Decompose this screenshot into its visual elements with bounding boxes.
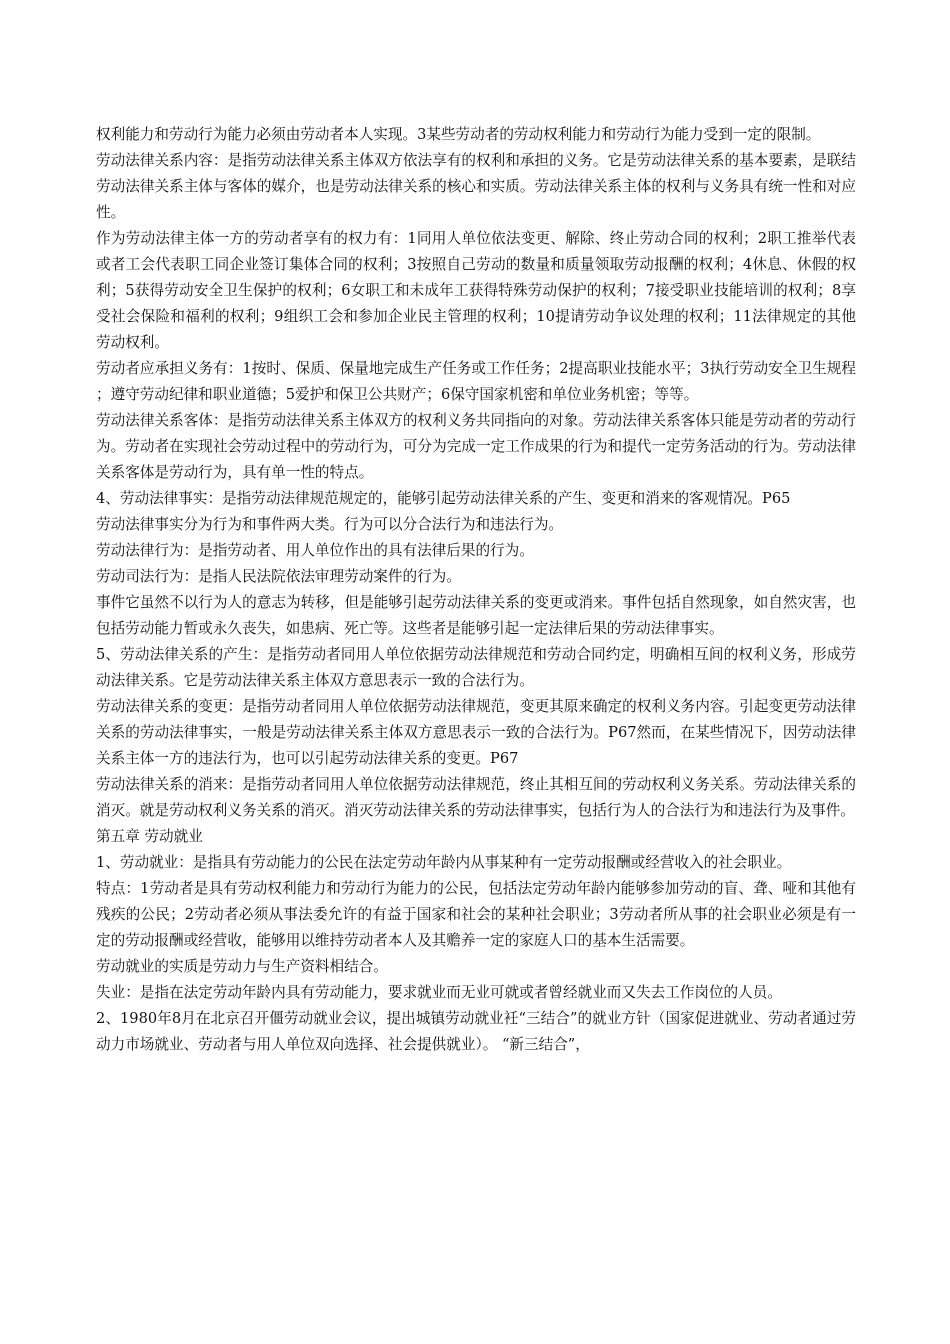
paragraph-events: 事件它虽然不以行为人的意志为转移，但是能够引起劳动法律关系的变更或消来。事件包括自然现象，如自然灾害，也包括劳动能力暂或永久丧失，如患病、死亡等。这些者是能够引起一定法律后果的劳动法律事实。 (96, 594, 856, 637)
paragraph-relation-content: 劳动法律关系内容：是指劳动法律关系主体双方依法享有的权利和承担的义务。它是劳动法律关系的基本要素，是联结劳动法律关系主体与客体的媒介，也是劳动法律关系的核心和实质。劳动法律关系主体的权利与义务具有统一性和对应性。 (96, 152, 856, 221)
paragraph-employment-policy: 2、1980年8月在北京召开僵劳动就业会议，提出城镇劳动就业衽“三结合”的就业方针（国家促进就业、劳动者通过劳动力市场就业、劳动者与用人单位双向选择、社会提供就业）。 “新三结合”， (96, 1010, 856, 1053)
paragraph-legal-facts: 4、劳动法律事实：是指劳动法律规范规定的，能够引起劳动法律关系的产生、变更和消来的客观情况。P65 (96, 490, 791, 507)
paragraph-relation-termination: 劳动法律关系的消来：是指劳动者同用人单位依据劳动法律规范，终止其相互间的劳动权利义务关系。劳动法律关系的消灭。就是劳动权利义务关系的消灭。消灭劳动法律关系的劳动法律事实，包括行为人的合法行为和违法行为及事件。 (96, 776, 856, 819)
paragraph-employment-definition: 1、劳动就业：是指具有劳动能力的公民在法定劳动年龄内从事某种有一定劳动报酬或经营收入的社会职业。 (96, 854, 792, 871)
paragraph-unemployment: 失业：是指在法定劳动年龄内具有劳动能力，要求就业而无业可就或者曾经就业而又失去工作岗位的人员。 (96, 984, 782, 1001)
paragraph-worker-obligations: 劳动者应承担义务有：1按时、保质、保量地完成生产任务或工作任务；2提高职业技能水平；3执行劳动安全卫生规程；遵守劳动纪律和职业道德；5爱护和保卫公共财产；6保守国家机密和单位业务机密；等等。 (96, 360, 856, 403)
paragraph-employment-essence: 劳动就业的实质是劳动力与生产资料相结合。 (96, 958, 388, 975)
paragraph-legal-acts: 劳动法律行为：是指劳动者、用人单位作出的具有法律后果的行为。 (96, 542, 534, 559)
chapter-heading: 第五章 劳动就业 (96, 828, 203, 845)
document-page (96, 122, 856, 1058)
paragraph-judicial-acts: 劳动司法行为：是指人民法院依法审理劳动案件的行为。 (96, 568, 461, 585)
paragraph-facts-categories: 劳动法律事实分为行为和事件两大类。行为可以分合法行为和违法行为。 (96, 516, 564, 533)
paragraph-relation-creation: 5、劳动法律关系的产生：是指劳动者同用人单位依据劳动法律规范和劳动合同约定，明确相互间的权利义务，形成劳动法律关系。它是劳动法律关系主体双方意思表示一致的合法行为。 (96, 646, 856, 689)
paragraph-relation-change: 劳动法律关系的变更：是指劳动者同用人单位依据劳动法律规范，变更其原来确定的权利义务内容。引起变更劳动法律关系的劳动法律事实，一般是劳动法律关系主体双方意思表示一致的合法行为。P67然而，在某些情况下，因劳动法律关系主体一方的违法行为，也可以引起劳动法律关系的变更。P67 (96, 698, 856, 767)
paragraph-capacity-limits: 权利能力和劳动行为能力必须由劳动者本人实现。3某些劳动者的劳动权利能力和劳动行为能力受到一定的限制。 (96, 126, 821, 143)
paragraph-employment-features: 特点：1劳动者是具有劳动权利能力和劳动行为能力的公民，包括法定劳动年龄内能够参加劳动的盲、聋、哑和其他有残疾的公民；2劳动者必须从事法委允许的有益于国家和社会的某种社会职业；3劳动者所从事的社会职业必须是有一定的劳动报酬或经营收，能够用以维持劳动者本人及其赡养一定的家庭人口的基本生活需要。 (96, 880, 856, 949)
paragraph-relation-object: 劳动法律关系客体：是指劳动法律关系主体双方的权利义务共同指向的对象。劳动法律关系客体只能是劳动者的劳动行为。劳动者在实现社会劳动过程中的劳动行为，可分为完成一定工作成果的行为和提代一定劳务活动的行为。劳动法律关系客体是劳动行为，具有单一性的特点。 (96, 412, 856, 481)
paragraph-worker-rights: 作为劳动法律主体一方的劳动者享有的权力有：1同用人单位依法变更、解除、终止劳动合同的权利；2职工推举代表或者工会代表职工同企业签订集体合同的权利；3按照自己劳动的数量和质量领取劳动报酬的权利；4休息、休假的权利；5获得劳动安全卫生保护的权利；6女职工和未成年工获得特殊劳动保护的权利；7接受职业技能培训的权利；8享受社会保险和福利的权利；9组织工会和参加企业民主管理的权利；10提请劳动争议处理的权利；11法律规定的其他劳动权利。 (96, 230, 856, 351)
